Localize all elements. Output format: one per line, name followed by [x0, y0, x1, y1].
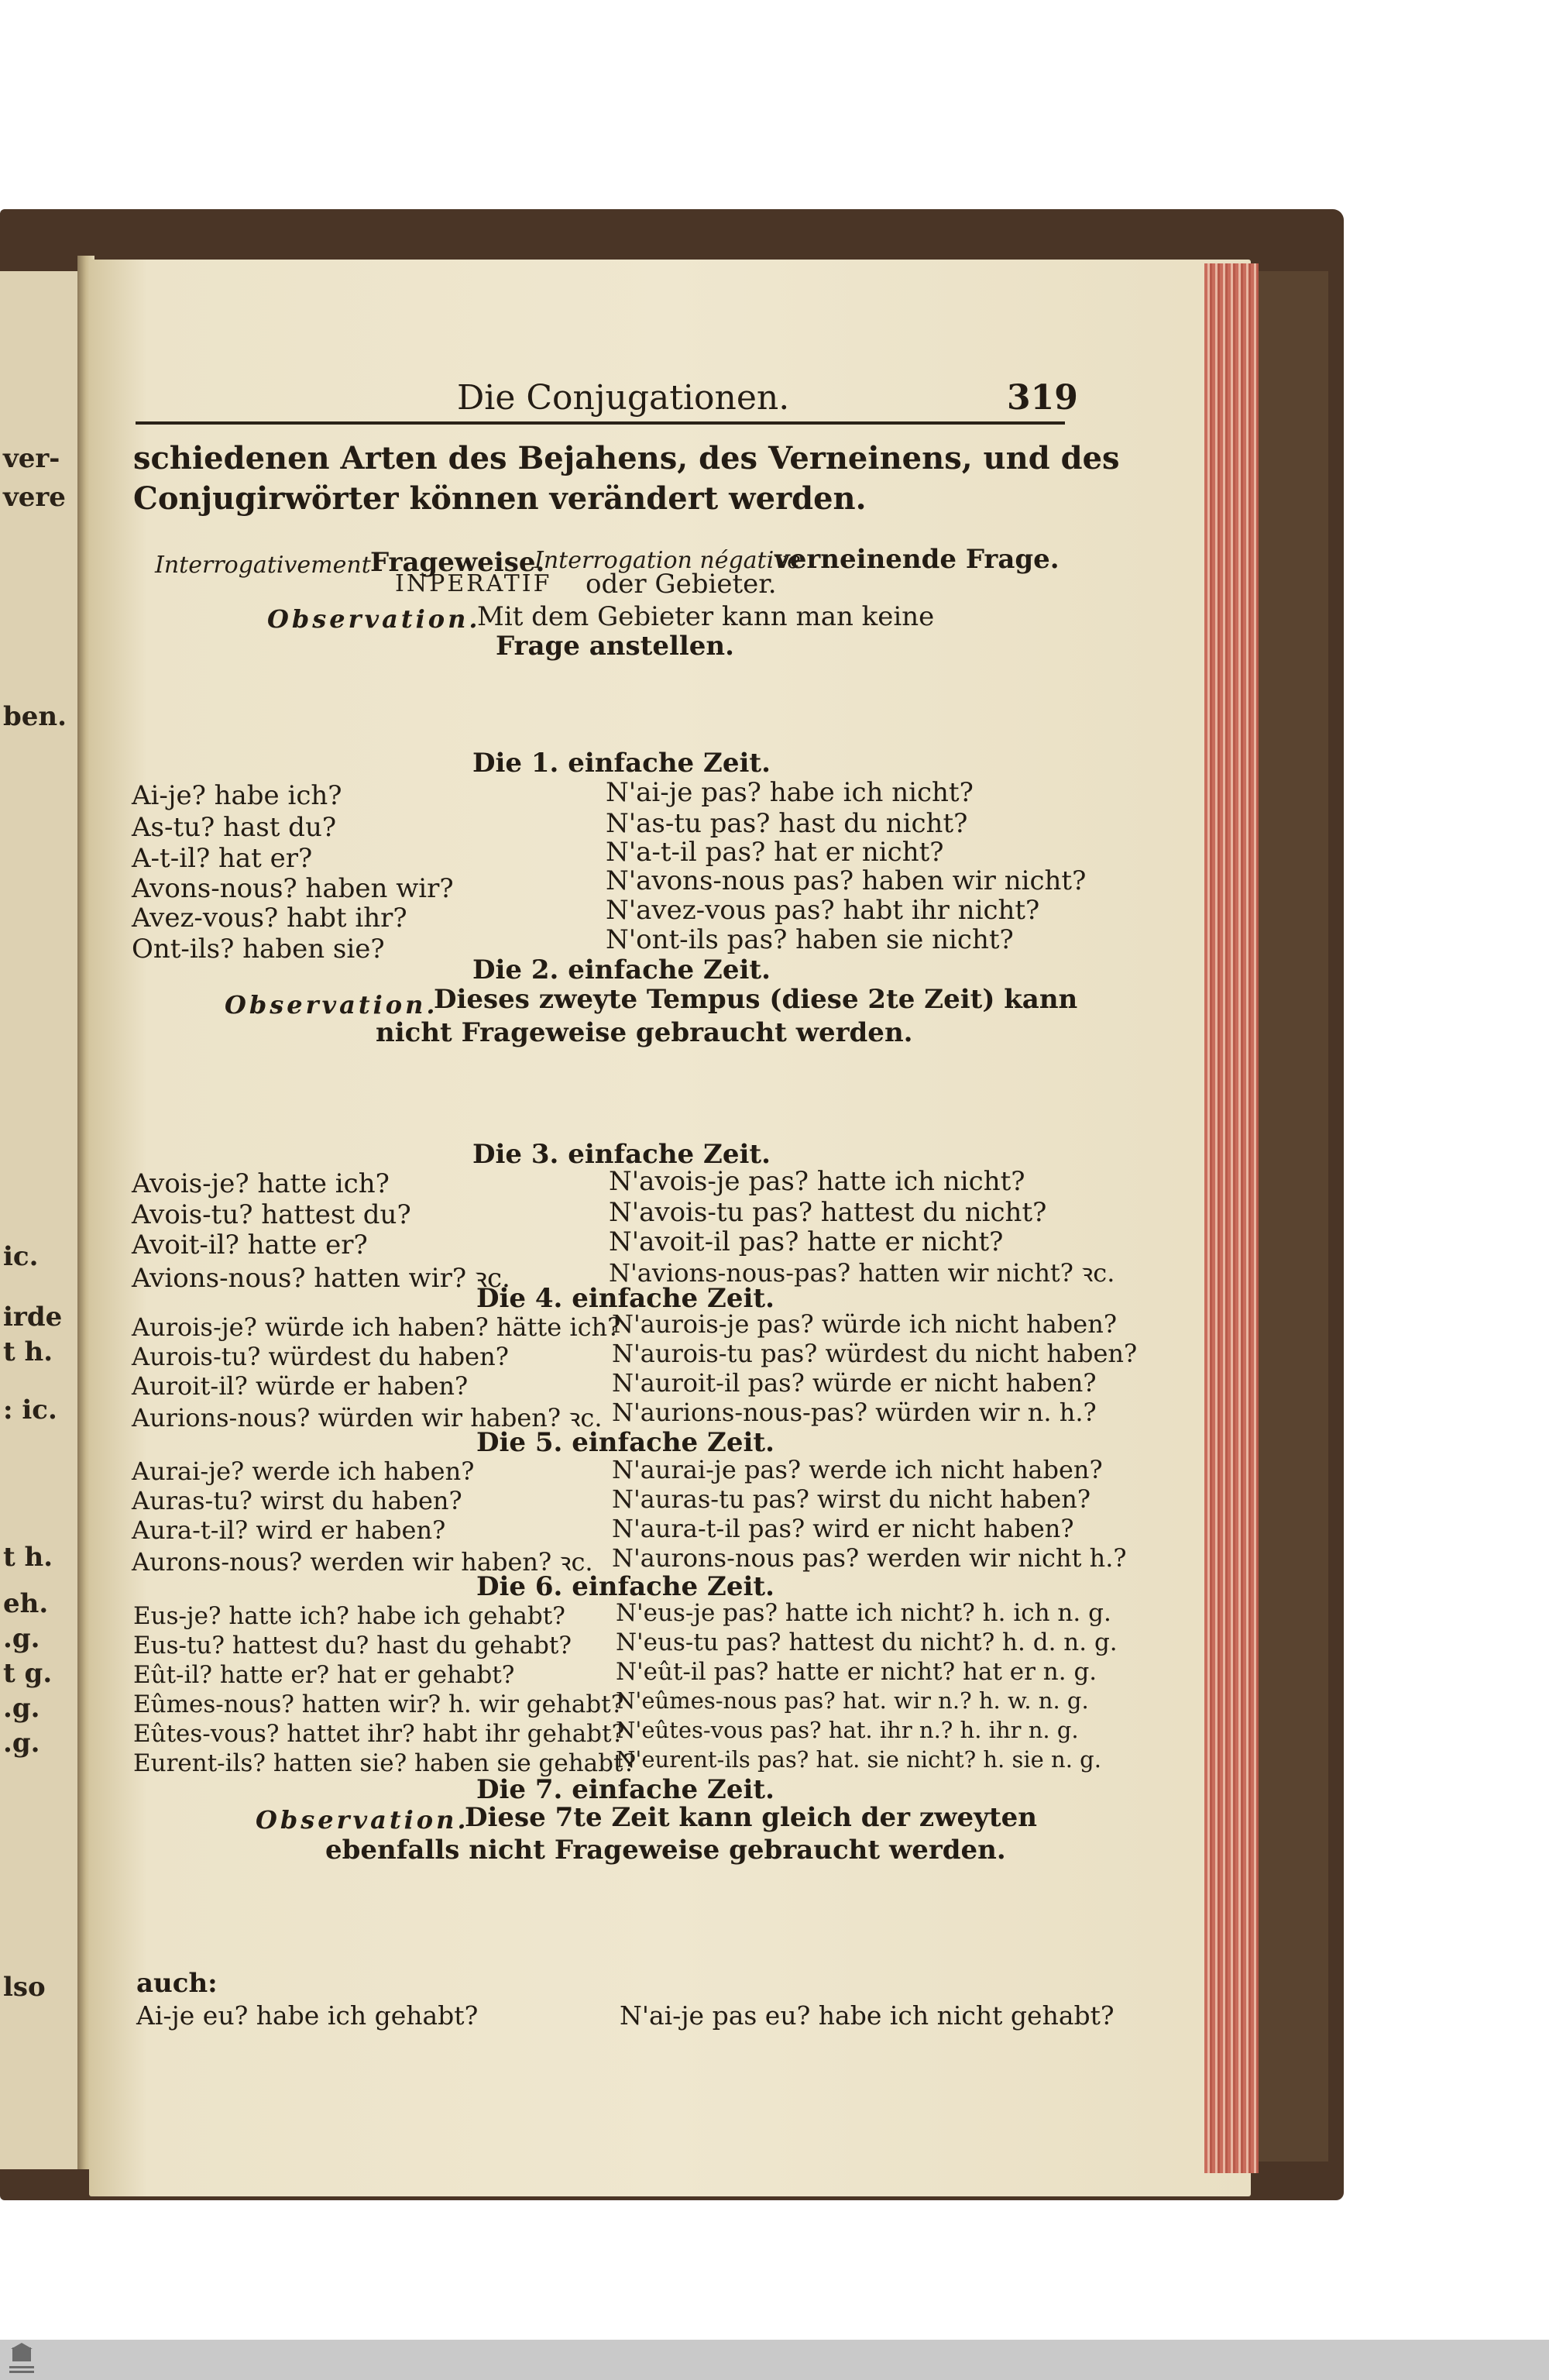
conj-right: N'ai-je pas? habe ich nicht?: [606, 777, 974, 808]
conj-right: N'avoit-il pas? hatte er nicht?: [609, 1226, 1004, 1257]
conj-left: Avions-nous? hatten wir? ꝛc.: [132, 1263, 510, 1294]
left-page-fragment: lso: [3, 1972, 46, 2003]
tense-heading: Die 6. einfache Zeit.: [476, 1571, 774, 1602]
page-edges: [1204, 263, 1259, 2173]
observation-label: Observation.: [256, 1805, 469, 1835]
conj-right: N'eus-tu pas? hattest du nicht? h. d. n. g.: [616, 1629, 1118, 1656]
conj-left: Aurois-je? würde ich haben? hätte ich?: [132, 1312, 621, 1342]
observation-text: ebenfalls nicht Frageweise gebraucht werden.: [325, 1835, 1006, 1866]
legend-observation-label: Observation.: [267, 604, 481, 634]
left-page-fragment: ben.: [3, 701, 67, 732]
legend-imperatif-de: oder Gebieter.: [586, 569, 777, 600]
library-logo-icon: [6, 2343, 37, 2377]
conj-right: N'aurois-je pas? würde ich nicht haben?: [612, 1309, 1117, 1339]
conj-right: N'eurent-ils pas? hat. sie nicht? h. sie n. g.: [616, 1746, 1101, 1773]
conj-left: Ai-je eu? habe ich gehabt?: [136, 2000, 479, 2031]
conj-left: Avez-vous? habt ihr?: [132, 903, 407, 934]
conj-right: N'avions-nous-pas? hatten wir nicht? ꝛc.: [609, 1258, 1115, 1288]
observation-text: Diese 7te Zeit kann gleich der zweyten: [465, 1802, 1037, 1833]
running-head: Die Conjugationen.: [457, 378, 790, 418]
left-page-fragment: .g.: [3, 1693, 40, 1724]
left-page-fragment: irde: [3, 1302, 63, 1333]
conj-right: N'aura-t-il pas? wird er nicht haben?: [612, 1514, 1074, 1543]
intro-line: schiedenen Arten des Bejahens, des Verneinens, und des: [133, 440, 1120, 476]
conj-left: Eûtes-vous? hattet ihr? habt ihr gehabt?: [133, 1720, 625, 1748]
legend-interrog-de: Frageweise.: [370, 547, 545, 578]
left-page-fragment: t g.: [3, 1658, 53, 1689]
conj-left: Avois-tu? hattest du?: [132, 1199, 411, 1230]
conj-left: Ai-je? habe ich?: [132, 780, 342, 811]
conj-right: N'avois-tu pas? hattest du nicht?: [609, 1197, 1047, 1228]
conj-left: Eurent-ils? hatten sie? haben sie gehabt?: [133, 1749, 637, 1777]
conj-left: Ont-ils? haben sie?: [132, 934, 385, 965]
tense-heading: Die 4. einfache Zeit.: [476, 1283, 774, 1314]
legend-neg-fr: Interrogation négative: [534, 547, 801, 574]
legend-interrog-fr: Interrogativement: [155, 552, 371, 579]
conj-left: Eûmes-nous? hatten wir? h. wir gehabt?: [133, 1690, 624, 1718]
conj-right: N'aurons-nous pas? werden wir nicht h.?: [612, 1543, 1127, 1573]
conj-right: N'eûmes-nous pas? hat. wir n.? h. w. n. g.: [616, 1687, 1089, 1714]
tense-heading: Die 5. einfache Zeit.: [476, 1427, 774, 1458]
legend-observation-text: Frage anstellen.: [496, 631, 734, 662]
tense-heading: Die 3. einfache Zeit.: [472, 1139, 771, 1170]
conj-right: N'eût-il pas? hatte er nicht? hat er n. g.: [616, 1658, 1097, 1686]
conj-right: N'avois-je pas? hatte ich nicht?: [609, 1166, 1025, 1197]
conj-left: Aurois-tu? würdest du haben?: [132, 1342, 509, 1371]
tense-heading: Die 2. einfache Zeit.: [472, 954, 771, 985]
conj-left: Aura-t-il? wird er haben?: [132, 1515, 446, 1545]
conj-right: N'auras-tu pas? wirst du nicht haben?: [612, 1484, 1090, 1514]
left-page-fragment: vere: [3, 482, 66, 513]
conj-right: N'ai-je pas eu? habe ich nicht gehabt?: [620, 2000, 1115, 2031]
conj-left: A-t-il? hat er?: [132, 843, 313, 874]
conj-right: N'avons-nous pas? haben wir nicht?: [606, 865, 1087, 896]
page-number: 319: [1007, 378, 1078, 418]
conj-left: Aurons-nous? werden wir haben? ꝛc.: [132, 1547, 593, 1577]
left-page-fragment: t h.: [3, 1336, 53, 1367]
left-page-fragment: eh.: [3, 1588, 49, 1619]
left-page-fragment: ver-: [3, 443, 60, 474]
conj-left: Avois-je? hatte ich?: [132, 1168, 390, 1199]
conj-right: N'aurai-je pas? werde ich nicht haben?: [612, 1455, 1103, 1484]
conj-right: N'aurions-nous-pas? würden wir n. h.?: [612, 1398, 1097, 1427]
conj-right: N'auroit-il pas? würde er nicht haben?: [612, 1368, 1097, 1398]
left-page-fragment: ic.: [3, 1241, 39, 1272]
conj-left: Avons-nous? haben wir?: [132, 873, 454, 904]
observation-text: Dieses zweyte Tempus (diese 2te Zeit) kann: [434, 984, 1078, 1015]
header-rule: [136, 421, 1065, 425]
conj-left: Eus-je? hatte ich? habe ich gehabt?: [133, 1602, 565, 1630]
conj-left: Avoit-il? hatte er?: [132, 1230, 368, 1261]
conj-left: Auroit-il? würde er haben?: [132, 1371, 469, 1401]
viewer-footer-bar: [0, 2340, 1549, 2380]
left-page: [0, 271, 85, 2169]
conj-right: N'avez-vous pas? habt ihr nicht?: [606, 895, 1040, 926]
conj-right: N'ont-ils pas? haben sie nicht?: [606, 924, 1014, 955]
cover-edge: [1259, 271, 1328, 2162]
conj-left: Auras-tu? wirst du haben?: [132, 1486, 462, 1515]
tense-heading: Die 7. einfache Zeit.: [476, 1774, 774, 1805]
intro-line: Conjugirwörter können verändert werden.: [133, 480, 867, 517]
tense-heading: Die 1. einfache Zeit.: [472, 748, 771, 779]
conj-left: Aurions-nous? würden wir haben? ꝛc.: [132, 1403, 603, 1432]
legend-neg-de: verneinende Frage.: [774, 544, 1060, 575]
left-page-fragment: t h.: [3, 1542, 53, 1573]
conj-right: N'a-t-il pas? hat er nicht?: [606, 837, 944, 868]
conj-left: Eus-tu? hattest du? hast du gehabt?: [133, 1632, 572, 1659]
left-page-fragment: .g.: [3, 1728, 40, 1759]
conj-right: N'eus-je pas? hatte ich nicht? h. ich n. g.: [616, 1599, 1111, 1627]
observation-text: nicht Frageweise gebraucht werden.: [376, 1017, 913, 1048]
legend-observation-text: Mit dem Gebieter kann man keine: [477, 601, 935, 632]
left-page-fragment: : ic.: [3, 1395, 57, 1426]
conj-right: N'as-tu pas? hast du nicht?: [606, 808, 968, 839]
conj-left: Eût-il? hatte er? hat er gehabt?: [133, 1661, 515, 1689]
also-label: auch:: [136, 1968, 218, 1999]
conj-right: N'aurois-tu pas? würdest du nicht haben?: [612, 1339, 1138, 1368]
conj-right: N'eûtes-vous pas? hat. ihr n.? h. ihr n. g.: [616, 1717, 1079, 1743]
left-page-fragment: .g.: [3, 1623, 40, 1654]
conj-left: As-tu? hast du?: [132, 812, 337, 843]
observation-label: Observation.: [225, 990, 438, 1020]
legend-imperatif: INPERATIF: [395, 570, 552, 597]
conj-left: Aurai-je? werde ich haben?: [132, 1457, 475, 1486]
